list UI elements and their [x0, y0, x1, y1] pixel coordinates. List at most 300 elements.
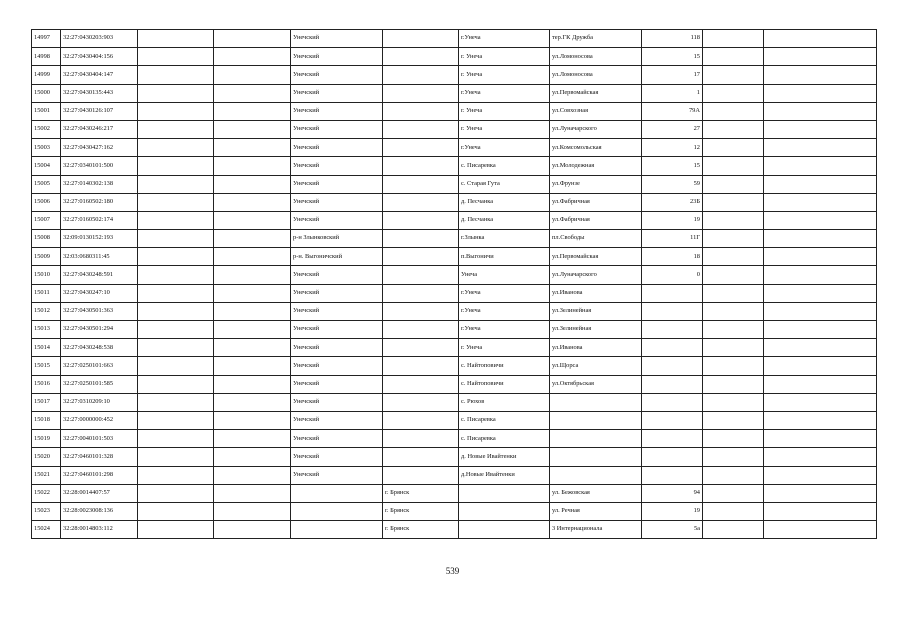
- cell-district: Унечский: [291, 175, 383, 193]
- cell-district: Унечский: [291, 302, 383, 320]
- cell-street: [550, 430, 642, 448]
- cell-house-number: 15: [642, 157, 703, 175]
- cell-empty-col-a: [138, 66, 214, 84]
- cell-extra-col-a: [703, 48, 764, 66]
- cell-extra-col-a: [703, 193, 764, 211]
- page-number: 539: [445, 566, 460, 576]
- cell-row-number: 15003: [32, 139, 61, 157]
- cell-city-alt: [383, 102, 459, 120]
- cell-empty-col-b: [214, 393, 291, 411]
- cell-empty-col-a: [138, 193, 214, 211]
- cell-house-number: 11Г: [642, 230, 703, 248]
- cell-empty-col-a: [138, 393, 214, 411]
- cell-locality: г.Унеча: [459, 84, 550, 102]
- cell-house-number: [642, 339, 703, 357]
- cell-empty-col-a: [138, 120, 214, 138]
- cell-extra-col-a: [703, 393, 764, 411]
- cell-house-number: 0: [642, 266, 703, 284]
- cell-extra-col-a: [703, 66, 764, 84]
- cell-locality: г.Унеча: [459, 139, 550, 157]
- cell-cadastral-number: 32:27:0430501:363: [61, 302, 138, 320]
- cell-row-number: 15005: [32, 175, 61, 193]
- cell-locality: д. Новые Ивайтенки: [459, 448, 550, 466]
- cell-city-alt: [383, 339, 459, 357]
- cell-empty-col-a: [138, 30, 214, 48]
- cell-extra-col-a: [703, 321, 764, 339]
- cell-district: Унечский: [291, 157, 383, 175]
- cell-district: Унечский: [291, 102, 383, 120]
- cell-extra-col-b: [764, 193, 877, 211]
- cell-row-number: 15014: [32, 339, 61, 357]
- cell-extra-col-a: [703, 357, 764, 375]
- cell-locality: п.Выгоничи: [459, 248, 550, 266]
- cell-empty-col-a: [138, 84, 214, 102]
- cell-city-alt: [383, 230, 459, 248]
- table-row: [32, 375, 877, 393]
- cell-extra-col-a: [703, 211, 764, 229]
- cell-house-number: 94: [642, 484, 703, 502]
- cell-house-number: [642, 393, 703, 411]
- cell-empty-col-a: [138, 102, 214, 120]
- table-row: [32, 211, 877, 229]
- cell-extra-col-b: [764, 230, 877, 248]
- cell-street: ул. Бежовская: [550, 484, 642, 502]
- cell-extra-col-b: [764, 157, 877, 175]
- table-row: [32, 357, 877, 375]
- cell-empty-col-a: [138, 321, 214, 339]
- cell-house-number: 5а: [642, 521, 703, 539]
- cell-row-number: 15012: [32, 302, 61, 320]
- cell-empty-col-a: [138, 357, 214, 375]
- cell-district: р-н Злынковский: [291, 230, 383, 248]
- table-row: [32, 393, 877, 411]
- cell-empty-col-b: [214, 48, 291, 66]
- cell-row-number: 15021: [32, 466, 61, 484]
- cell-house-number: 17: [642, 66, 703, 84]
- cell-empty-col-a: [138, 302, 214, 320]
- cell-locality: г.Унеча: [459, 284, 550, 302]
- cell-city-alt: [383, 375, 459, 393]
- cell-city-alt: [383, 393, 459, 411]
- cell-empty-col-b: [214, 266, 291, 284]
- cell-extra-col-b: [764, 30, 877, 48]
- table-row: [32, 230, 877, 248]
- cell-city-alt: [383, 30, 459, 48]
- cell-extra-col-b: [764, 102, 877, 120]
- cell-cadastral-number: 32:28:0023008:136: [61, 502, 138, 520]
- cell-empty-col-b: [214, 157, 291, 175]
- cell-extra-col-b: [764, 484, 877, 502]
- cell-extra-col-b: [764, 175, 877, 193]
- cell-street: ул. Речная: [550, 502, 642, 520]
- cell-extra-col-a: [703, 30, 764, 48]
- cell-street: ул.Молодежная: [550, 157, 642, 175]
- cell-row-number: 15008: [32, 230, 61, 248]
- cell-extra-col-b: [764, 248, 877, 266]
- cell-street: [550, 466, 642, 484]
- cell-extra-col-a: [703, 84, 764, 102]
- cell-street: пл.Свободы: [550, 230, 642, 248]
- cell-cadastral-number: 32:27:0460101:328: [61, 448, 138, 466]
- cell-locality: д. Песчанка: [459, 193, 550, 211]
- cell-empty-col-a: [138, 466, 214, 484]
- cell-row-number: 15019: [32, 430, 61, 448]
- cell-empty-col-a: [138, 521, 214, 539]
- cell-empty-col-b: [214, 484, 291, 502]
- cell-street: ул.Фабричная: [550, 193, 642, 211]
- cell-cadastral-number: 32:09:0130152:193: [61, 230, 138, 248]
- cell-city-alt: [383, 466, 459, 484]
- cell-house-number: 19: [642, 502, 703, 520]
- cell-empty-col-b: [214, 248, 291, 266]
- table-body: [32, 30, 877, 539]
- cell-empty-col-b: [214, 66, 291, 84]
- cell-city-alt: [383, 266, 459, 284]
- cell-empty-col-a: [138, 175, 214, 193]
- cell-empty-col-a: [138, 430, 214, 448]
- registry-table: [31, 29, 877, 539]
- cell-house-number: 18: [642, 248, 703, 266]
- cell-empty-col-b: [214, 521, 291, 539]
- cell-city-alt: [383, 430, 459, 448]
- cell-city-alt: [383, 120, 459, 138]
- cell-empty-col-a: [138, 411, 214, 429]
- table-row: [32, 321, 877, 339]
- table-row: [32, 466, 877, 484]
- cell-row-number: 15001: [32, 102, 61, 120]
- cell-street: тер.ГК Дружба: [550, 30, 642, 48]
- cell-locality: г.Злынка: [459, 230, 550, 248]
- cell-city-alt: г. Брянск: [383, 521, 459, 539]
- cell-district: р-н. Выгоничский: [291, 248, 383, 266]
- cell-row-number: 15016: [32, 375, 61, 393]
- cell-extra-col-b: [764, 430, 877, 448]
- cell-row-number: 15022: [32, 484, 61, 502]
- cell-district: Унечский: [291, 139, 383, 157]
- cell-cadastral-number: 32:27:0430404:147: [61, 66, 138, 84]
- cell-street: [550, 393, 642, 411]
- cell-house-number: 1: [642, 84, 703, 102]
- cell-district: Унечский: [291, 30, 383, 48]
- cell-extra-col-a: [703, 157, 764, 175]
- cell-extra-col-a: [703, 139, 764, 157]
- cell-locality: с. Найтоповичи: [459, 357, 550, 375]
- cell-cadastral-number: 32:27:0140302:138: [61, 175, 138, 193]
- cell-cadastral-number: 32:27:0430126:107: [61, 102, 138, 120]
- cell-row-number: 15013: [32, 321, 61, 339]
- table-row: [32, 521, 877, 539]
- cell-cadastral-number: 32:27:0160502:174: [61, 211, 138, 229]
- cell-street: ул.Ломоносова: [550, 48, 642, 66]
- table-row: [32, 66, 877, 84]
- cell-district: Унечский: [291, 357, 383, 375]
- cell-row-number: 14999: [32, 66, 61, 84]
- cell-cadastral-number: 32:28:0014407:57: [61, 484, 138, 502]
- cell-cadastral-number: 32:27:0160502:180: [61, 193, 138, 211]
- cell-row-number: 15006: [32, 193, 61, 211]
- cell-empty-col-b: [214, 411, 291, 429]
- cell-cadastral-number: 32:27:0460101:298: [61, 466, 138, 484]
- cell-extra-col-b: [764, 139, 877, 157]
- cell-empty-col-b: [214, 30, 291, 48]
- cell-district: [291, 521, 383, 539]
- cell-extra-col-b: [764, 448, 877, 466]
- cell-street: ул.Первомайская: [550, 248, 642, 266]
- cell-extra-col-b: [764, 393, 877, 411]
- cell-district: Унечский: [291, 66, 383, 84]
- cell-street: ул.Совхозная: [550, 102, 642, 120]
- cell-district: Унечский: [291, 430, 383, 448]
- cell-street: 3 Интернационала: [550, 521, 642, 539]
- cell-empty-col-a: [138, 266, 214, 284]
- table-row: [32, 284, 877, 302]
- cell-house-number: 12: [642, 139, 703, 157]
- cell-extra-col-b: [764, 321, 877, 339]
- cell-cadastral-number: 32:27:0430427:162: [61, 139, 138, 157]
- cell-extra-col-b: [764, 302, 877, 320]
- cell-extra-col-b: [764, 84, 877, 102]
- cell-locality: с. Рюхов: [459, 393, 550, 411]
- cell-extra-col-b: [764, 284, 877, 302]
- cell-empty-col-b: [214, 284, 291, 302]
- cell-house-number: 118: [642, 30, 703, 48]
- table-row: [32, 502, 877, 520]
- cell-row-number: 15007: [32, 211, 61, 229]
- cell-extra-col-b: [764, 339, 877, 357]
- cell-extra-col-a: [703, 339, 764, 357]
- cell-locality: г. Унеча: [459, 120, 550, 138]
- cell-empty-col-b: [214, 321, 291, 339]
- cell-locality: с. Писаревка: [459, 411, 550, 429]
- cell-cadastral-number: 32:27:0430248:538: [61, 339, 138, 357]
- cell-house-number: [642, 375, 703, 393]
- cell-extra-col-b: [764, 521, 877, 539]
- table-row: [32, 175, 877, 193]
- cell-cadastral-number: 32:27:0250101:663: [61, 357, 138, 375]
- cell-empty-col-a: [138, 339, 214, 357]
- cell-house-number: [642, 302, 703, 320]
- cell-cadastral-number: 32:03:0680311:45: [61, 248, 138, 266]
- cell-extra-col-a: [703, 502, 764, 520]
- cell-extra-col-a: [703, 248, 764, 266]
- cell-empty-col-b: [214, 84, 291, 102]
- cell-extra-col-a: [703, 302, 764, 320]
- cell-cadastral-number: 32:27:0430203:903: [61, 30, 138, 48]
- cell-street: ул.Октябрьская: [550, 375, 642, 393]
- cell-row-number: 15023: [32, 502, 61, 520]
- table-row: [32, 102, 877, 120]
- cell-row-number: 15017: [32, 393, 61, 411]
- cell-city-alt: [383, 302, 459, 320]
- cell-street: ул.Зелинейная: [550, 302, 642, 320]
- table-row: [32, 448, 877, 466]
- cell-locality: с. Старая Гута: [459, 175, 550, 193]
- cell-empty-col-a: [138, 157, 214, 175]
- cell-house-number: 79А: [642, 102, 703, 120]
- cell-house-number: [642, 357, 703, 375]
- cell-house-number: [642, 430, 703, 448]
- table-row: [32, 266, 877, 284]
- cell-empty-col-b: [214, 175, 291, 193]
- registry-table-container: [31, 29, 877, 539]
- cell-row-number: 15015: [32, 357, 61, 375]
- cell-city-alt: [383, 321, 459, 339]
- cell-house-number: 59: [642, 175, 703, 193]
- table-row: [32, 120, 877, 138]
- cell-locality: г.Унеча: [459, 30, 550, 48]
- cell-city-alt: [383, 211, 459, 229]
- cell-empty-col-b: [214, 211, 291, 229]
- cell-empty-col-b: [214, 448, 291, 466]
- cell-cadastral-number: 32:27:0040101:503: [61, 430, 138, 448]
- cell-empty-col-b: [214, 502, 291, 520]
- cell-empty-col-a: [138, 448, 214, 466]
- cell-extra-col-a: [703, 521, 764, 539]
- table-row: [32, 139, 877, 157]
- cell-house-number: 15: [642, 48, 703, 66]
- cell-district: Унечский: [291, 84, 383, 102]
- cell-extra-col-b: [764, 211, 877, 229]
- cell-district: Унечский: [291, 266, 383, 284]
- cell-street: ул.Фрунзе: [550, 175, 642, 193]
- cell-house-number: [642, 466, 703, 484]
- cell-city-alt: [383, 139, 459, 157]
- cell-locality: с. Писаревка: [459, 430, 550, 448]
- cell-locality: г.Унеча: [459, 321, 550, 339]
- cell-locality: Унеча: [459, 266, 550, 284]
- cell-row-number: 15009: [32, 248, 61, 266]
- cell-row-number: 15002: [32, 120, 61, 138]
- cell-extra-col-b: [764, 375, 877, 393]
- cell-extra-col-a: [703, 266, 764, 284]
- cell-extra-col-b: [764, 120, 877, 138]
- cell-locality: д.Новые Ивайтенки: [459, 466, 550, 484]
- cell-street: ул.Фабричная: [550, 211, 642, 229]
- table-row: [32, 339, 877, 357]
- cell-city-alt: [383, 48, 459, 66]
- cell-empty-col-b: [214, 193, 291, 211]
- cell-extra-col-b: [764, 466, 877, 484]
- cell-extra-col-b: [764, 411, 877, 429]
- cell-locality: г. Унеча: [459, 48, 550, 66]
- cell-street: ул.Зелинейная: [550, 321, 642, 339]
- cell-extra-col-a: [703, 448, 764, 466]
- cell-locality: [459, 484, 550, 502]
- cell-district: Унечский: [291, 120, 383, 138]
- cell-empty-col-a: [138, 230, 214, 248]
- cell-city-alt: [383, 175, 459, 193]
- cell-street: ул.Ломоносова: [550, 66, 642, 84]
- cell-district: Унечский: [291, 339, 383, 357]
- cell-house-number: 27: [642, 120, 703, 138]
- cell-district: [291, 502, 383, 520]
- cell-empty-col-b: [214, 230, 291, 248]
- cell-empty-col-b: [214, 120, 291, 138]
- cell-street: ул.Иванова: [550, 339, 642, 357]
- cell-city-alt: [383, 411, 459, 429]
- cell-cadastral-number: 32:28:0014803:112: [61, 521, 138, 539]
- cell-extra-col-a: [703, 411, 764, 429]
- cell-house-number: [642, 321, 703, 339]
- table-row: [32, 430, 877, 448]
- cell-cadastral-number: 32:27:0250101:585: [61, 375, 138, 393]
- cell-district: Унечский: [291, 411, 383, 429]
- cell-city-alt: [383, 193, 459, 211]
- cell-locality: г. Унеча: [459, 66, 550, 84]
- cell-street: ул.Щорса: [550, 357, 642, 375]
- cell-street: ул.Луначарского: [550, 120, 642, 138]
- cell-extra-col-a: [703, 102, 764, 120]
- cell-house-number: 23Б: [642, 193, 703, 211]
- cell-empty-col-a: [138, 484, 214, 502]
- cell-row-number: 15000: [32, 84, 61, 102]
- cell-house-number: [642, 411, 703, 429]
- cell-extra-col-b: [764, 266, 877, 284]
- cell-empty-col-a: [138, 502, 214, 520]
- cell-locality: с. Найтоповичи: [459, 375, 550, 393]
- cell-extra-col-a: [703, 230, 764, 248]
- cell-row-number: 15020: [32, 448, 61, 466]
- cell-district: Унечский: [291, 48, 383, 66]
- cell-city-alt: [383, 157, 459, 175]
- table-row: [32, 411, 877, 429]
- cell-empty-col-b: [214, 339, 291, 357]
- cell-row-number: 15010: [32, 266, 61, 284]
- table-row: [32, 248, 877, 266]
- cell-city-alt: г. Брянск: [383, 484, 459, 502]
- cell-city-alt: [383, 357, 459, 375]
- cell-locality: с. Писаревка: [459, 157, 550, 175]
- cell-extra-col-a: [703, 466, 764, 484]
- cell-extra-col-a: [703, 484, 764, 502]
- cell-cadastral-number: 32:27:0430135:443: [61, 84, 138, 102]
- cell-city-alt: [383, 248, 459, 266]
- cell-empty-col-b: [214, 466, 291, 484]
- table-row: [32, 84, 877, 102]
- cell-row-number: 15018: [32, 411, 61, 429]
- cell-extra-col-a: [703, 430, 764, 448]
- cell-district: Унечский: [291, 448, 383, 466]
- cell-district: Унечский: [291, 193, 383, 211]
- cell-row-number: 15024: [32, 521, 61, 539]
- cell-district: Унечский: [291, 466, 383, 484]
- table-row: [32, 302, 877, 320]
- cell-city-alt: [383, 448, 459, 466]
- table-row: [32, 157, 877, 175]
- cell-locality: г. Унеча: [459, 102, 550, 120]
- cell-house-number: [642, 448, 703, 466]
- cell-extra-col-a: [703, 120, 764, 138]
- cell-locality: г. Унеча: [459, 339, 550, 357]
- cell-cadastral-number: 32:27:0340101:500: [61, 157, 138, 175]
- cell-locality: г.Унеча: [459, 302, 550, 320]
- cell-extra-col-b: [764, 357, 877, 375]
- cell-cadastral-number: 32:27:0430247:10: [61, 284, 138, 302]
- cell-city-alt: [383, 66, 459, 84]
- cell-district: Унечский: [291, 321, 383, 339]
- cell-street: [550, 448, 642, 466]
- cell-cadastral-number: 32:27:0310209:10: [61, 393, 138, 411]
- table-row: [32, 484, 877, 502]
- cell-empty-col-b: [214, 139, 291, 157]
- cell-cadastral-number: 32:27:0430246:217: [61, 120, 138, 138]
- cell-extra-col-a: [703, 375, 764, 393]
- cell-empty-col-b: [214, 357, 291, 375]
- cell-empty-col-a: [138, 139, 214, 157]
- cell-district: Унечский: [291, 284, 383, 302]
- cell-street: ул.Первомайская: [550, 84, 642, 102]
- cell-extra-col-b: [764, 66, 877, 84]
